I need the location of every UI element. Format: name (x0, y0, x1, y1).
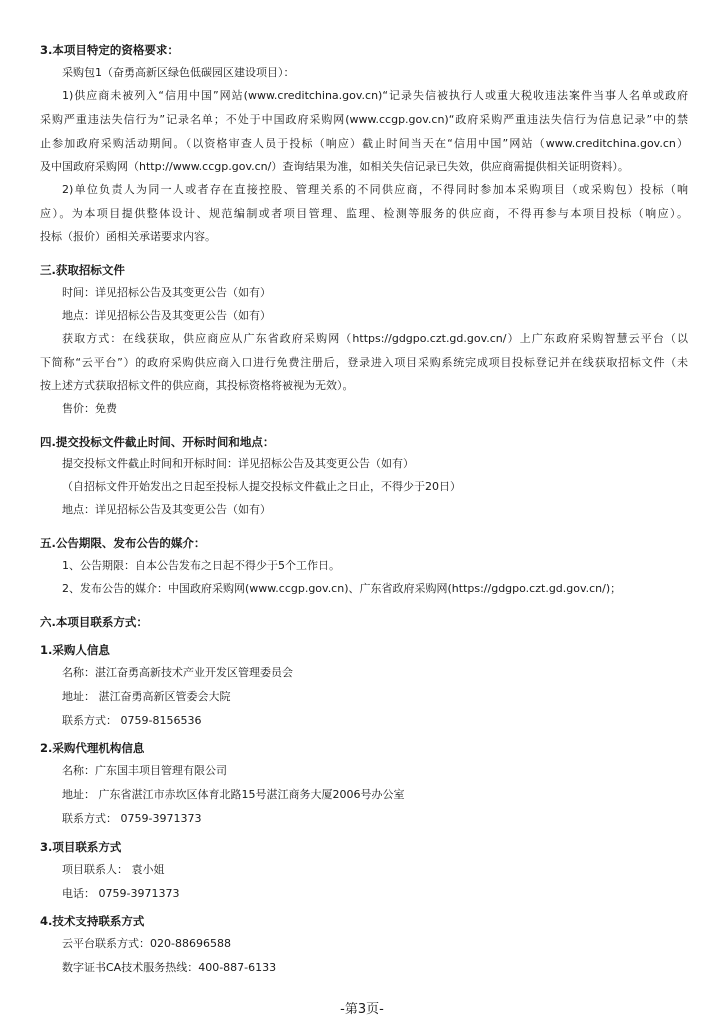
subsection-heading: 4.技术支持联系方式 (40, 914, 145, 928)
paragraph-line: 及中国政府采购网（http://www.ccgp.gov.cn/）查询结果为准，如相关失信记录已失效，供应商需提供相关证明资料）。 (40, 160, 629, 173)
section-heading: 五.公告期限、发布公告的媒介： (40, 536, 206, 550)
paragraph-line: 2)单位负责人为同一人或者存在直接控股、管理关系的不同供应商，不得同时参加本采购项目（或采购包）投标（响 (62, 183, 688, 196)
paragraph-line: 获取方式：在线获取，供应商应从广东省政府采购网（https://gdgpo.czt.gd.gov.cn/）上广东政府采购智慧云平台（以 (62, 332, 688, 345)
text-line: 名称：广东国丰项目管理有限公司 (62, 764, 227, 777)
text-line: 地址： 广东省湛江市赤坎区体育北路15号湛江商务大厦2006号办公室 (62, 788, 405, 801)
subsection-heading: 2.采购代理机构信息 (40, 741, 145, 755)
text-line: 1、公告期限：自本公告发布之日起不得少于5个工作日。 (62, 559, 340, 572)
text-line: 地点：详见招标公告及其变更公告（如有） (62, 503, 271, 516)
text-line: （自招标文件开始发出之日起至投标人提交投标文件截止之日止，不得少于20日） (62, 480, 461, 493)
text-line: 联系方式： 0759-8156536 (62, 714, 202, 727)
subsection-heading: 3.项目联系方式 (40, 840, 122, 854)
text-line: 地址： 湛江奋勇高新区管委会大院 (62, 690, 231, 703)
paragraph-line: 应）。为本项目提供整体设计、规范编制或者项目管理、监理、检测等服务的供应商，不得再参与本项目投标（响应）。 (40, 207, 688, 220)
text-line: 提交投标文件截止时间和开标时间：详见招标公告及其变更公告（如有） (62, 457, 414, 470)
text-line: 2、发布公告的媒介：中国政府采购网(www.ccgp.gov.cn)、广东省政府采购网(https://gdgpo.czt.gd.gov.cn/)； (62, 582, 622, 595)
text-line: 项目联系人： 袁小姐 (62, 863, 165, 876)
package-label: 采购包1（奋勇高新区绿色低碳园区建设项目）： (62, 66, 295, 79)
paragraph-line: 按上述方式获取招标文件的供应商，其投标资格将被视为无效）。 (40, 379, 354, 392)
text-line: 时间：详见招标公告及其变更公告（如有） (62, 286, 271, 299)
section-heading: 六.本项目联系方式： (40, 615, 148, 629)
section-heading: 四.提交投标文件截止时间、开标时间和地点： (40, 435, 275, 449)
text-line: 联系方式： 0759-3971373 (62, 812, 202, 825)
paragraph-line: 1)供应商未被列入“信用中国”网站(www.creditchina.gov.cn)“记录失信被执行人或重大税收违法案件当事人名单或政府 (62, 89, 688, 102)
text-line: 云平台联系方式：020-88696588 (62, 937, 231, 950)
page-number: -第3页- (340, 1002, 384, 1017)
text-line: 数字证书CA技术服务热线：400-887-6133 (62, 961, 277, 974)
section-heading: 3.本项目特定的资格要求： (40, 43, 179, 57)
paragraph-line: 下简称“云平台”）的政府采购供应商入口进行免费注册后，登录进入项目采购系统完成项目投标登记并在线获取招标文件（未 (40, 356, 688, 369)
section-heading: 三.获取招标文件 (40, 263, 125, 277)
paragraph-line: 采购严重违法失信行为”记录名单；不处于中国政府采购网(www.ccgp.gov.cn)“政府采购严重违法失信行为信息记录”中的禁 (40, 113, 688, 126)
text-line: 电话： 0759-3971373 (62, 887, 180, 900)
paragraph-line: 止参加政府采购活动期间。（以资格审查人员于投标（响应）截止时间当天在“信用中国”网站（www.creditchina.gov.cn） (40, 137, 688, 150)
text-line: 地点：详见招标公告及其变更公告（如有） (62, 309, 271, 322)
text-line: 名称：湛江奋勇高新技术产业开发区管理委员会 (62, 666, 293, 679)
paragraph-line: 投标（报价）函相关承诺要求内容。 (40, 230, 216, 243)
text-line: 售价：免费 (62, 402, 117, 415)
subsection-heading: 1.采购人信息 (40, 643, 110, 657)
